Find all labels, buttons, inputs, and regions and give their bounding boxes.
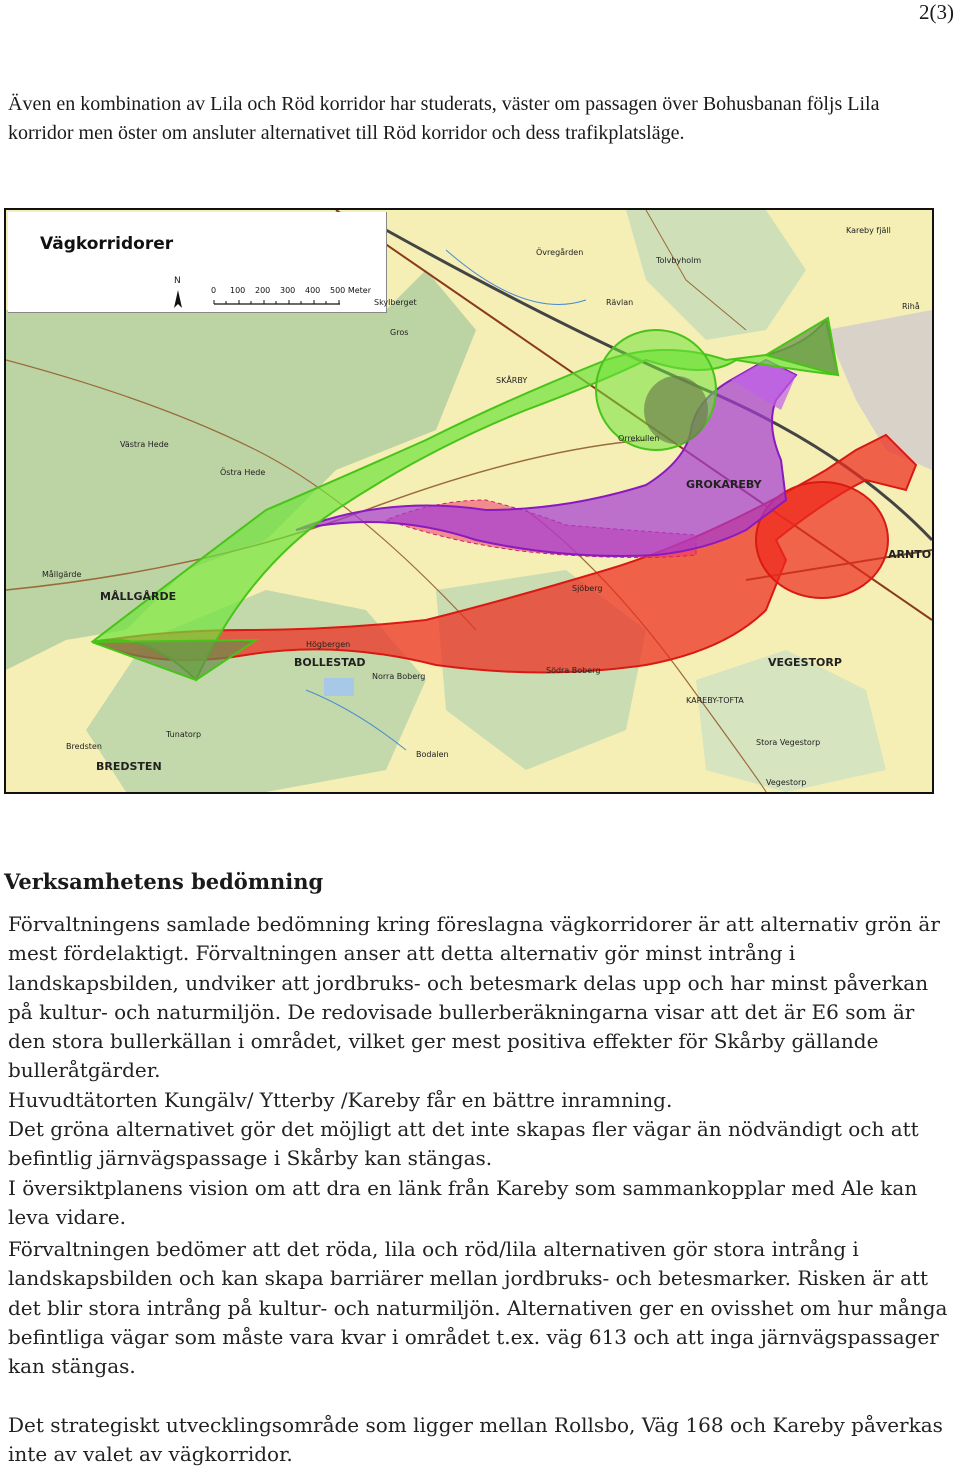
place-skylberget: Skylberget — [374, 298, 417, 307]
assessment-paragraph-1 — [8, 910, 952, 1232]
map-title: Vägkorridorer — [40, 234, 174, 254]
place-mallgarde: Mållgärde — [42, 570, 82, 579]
place-sodra-boberg: Södra Boberg — [546, 666, 601, 675]
place-bredsten: BREDSTEN — [96, 760, 162, 773]
assessment-paragraph-2: Förvaltningen bedömer att det röda, lila och röd/lila alternativen gör stora intrång i landskapsbilden och kan skapa barriärer mellan jordbruks- och betesmarker. Risken är att det blir stora intrång på kultur- och naturmiljön. Alternativen ger en ovisshet om hur många befintliga vägar som måste vara kvar i området t.ex. väg 613 och att inga järnvägspassager kan stängas. — [8, 1237, 948, 1379]
place-hogbergen: Högbergen — [306, 640, 351, 649]
place-kareby-tofta: KAREBY-TOFTA — [686, 696, 744, 705]
place-skarby: SKÅRBY — [496, 376, 528, 385]
page-number: 2(3) — [919, 0, 954, 24]
scale-label-100: 100 — [230, 286, 246, 295]
assessment-paragraph-3: Det strategiskt utvecklingsområde som ligger mellan Rollsbo, Väg 168 och Kareby påverkas inte av valet av vägkorridor. — [8, 1413, 943, 1467]
place-ostra-hede: Östra Hede — [220, 468, 266, 477]
place-tunatorp: Tunatorp — [166, 730, 202, 739]
place-mallgarde-caps: MÅLLGÅRDE — [100, 590, 177, 603]
place-vegestorp: VEGESTORP — [768, 656, 842, 669]
north-label: N — [174, 276, 181, 286]
scale-label-300: 300 — [280, 286, 296, 295]
place-vastra-hede: Västra Hede — [120, 440, 169, 449]
place-riha: Rihå — [902, 302, 920, 311]
assessment-text-2: Huvudtätorten Kungälv/ Ytterby /Kareby får en bättre inramning. — [8, 1087, 673, 1112]
place-norra-boberg: Norra Boberg — [372, 672, 426, 681]
place-grokareby: GROKAREBY — [686, 478, 762, 491]
place-vegestorp-small: Vegestorp — [766, 778, 807, 787]
place-arnto: ARNTO — [888, 548, 932, 561]
intro-paragraph: Även en kombination av Lila och Röd korridor har studerats, väster om passagen över Bohusbanan följs Lila korridor men öster om ansluter alternativet till Röd korridor och dess trafikplatsläge. — [8, 93, 880, 144]
map-legend — [8, 212, 387, 313]
scale-label-200: 200 — [255, 286, 271, 295]
scale-label-400: 400 — [305, 286, 321, 295]
place-bodalen: Bodalen — [416, 750, 449, 759]
scale-label-500-meter: 500 Meter — [330, 286, 371, 295]
assessment-text-4: I översiktplanens vision om att dra en länk från Kareby som sammankopplar med Ale kan leva vidare. — [8, 1175, 918, 1229]
corridor-map — [4, 208, 934, 794]
legend-graphic — [8, 212, 386, 312]
section-heading: Verksamhetens bedömning — [4, 869, 324, 894]
place-ravlan: Rävlan — [606, 298, 634, 307]
place-bollestad: BOLLESTAD — [294, 656, 366, 669]
place-bredsten-small: Bredsten — [66, 742, 102, 751]
place-stora-vegestorp: Stora Vegestorp — [756, 738, 821, 747]
place-ovregarden: Övregården — [536, 248, 584, 257]
place-orrekullen: Orrekullen — [618, 434, 660, 443]
place-kareby-fjall: Kareby fjäll — [846, 226, 891, 235]
north-arrow-icon — [174, 290, 182, 308]
scale-bar — [214, 300, 340, 304]
pond — [324, 678, 354, 696]
scale-label-0: 0 — [211, 286, 217, 295]
place-tolvbyholm: Tolvbyholm — [656, 256, 702, 265]
place-sjoberg: Sjöberg — [572, 584, 603, 593]
place-gros: Gros — [390, 328, 409, 337]
assessment-text-3: Det gröna alternativet gör det möjligt att det inte skapas fler vägar än nödvändigt och att befintlig järnvägspassage i Skårby kan stängas. — [8, 1117, 919, 1171]
assessment-text-1: Förvaltningens samlade bedömning kring föreslagna vägkorridorer är att alternativ grön är mest fördelaktigt. Förvaltningen anser att detta alternativ gör minst intrång i landskapsbilden, undviker att jordbruks- och betesmark delas upp och har minst påverkan på kultur- och naturmiljön. De redovisade bullerberäkningarna visar att det är E6 som är den stora bullerkällan i området, vilket ger mest positiva effekter för Skårby gällande bulleråtgärder. — [8, 912, 940, 1083]
